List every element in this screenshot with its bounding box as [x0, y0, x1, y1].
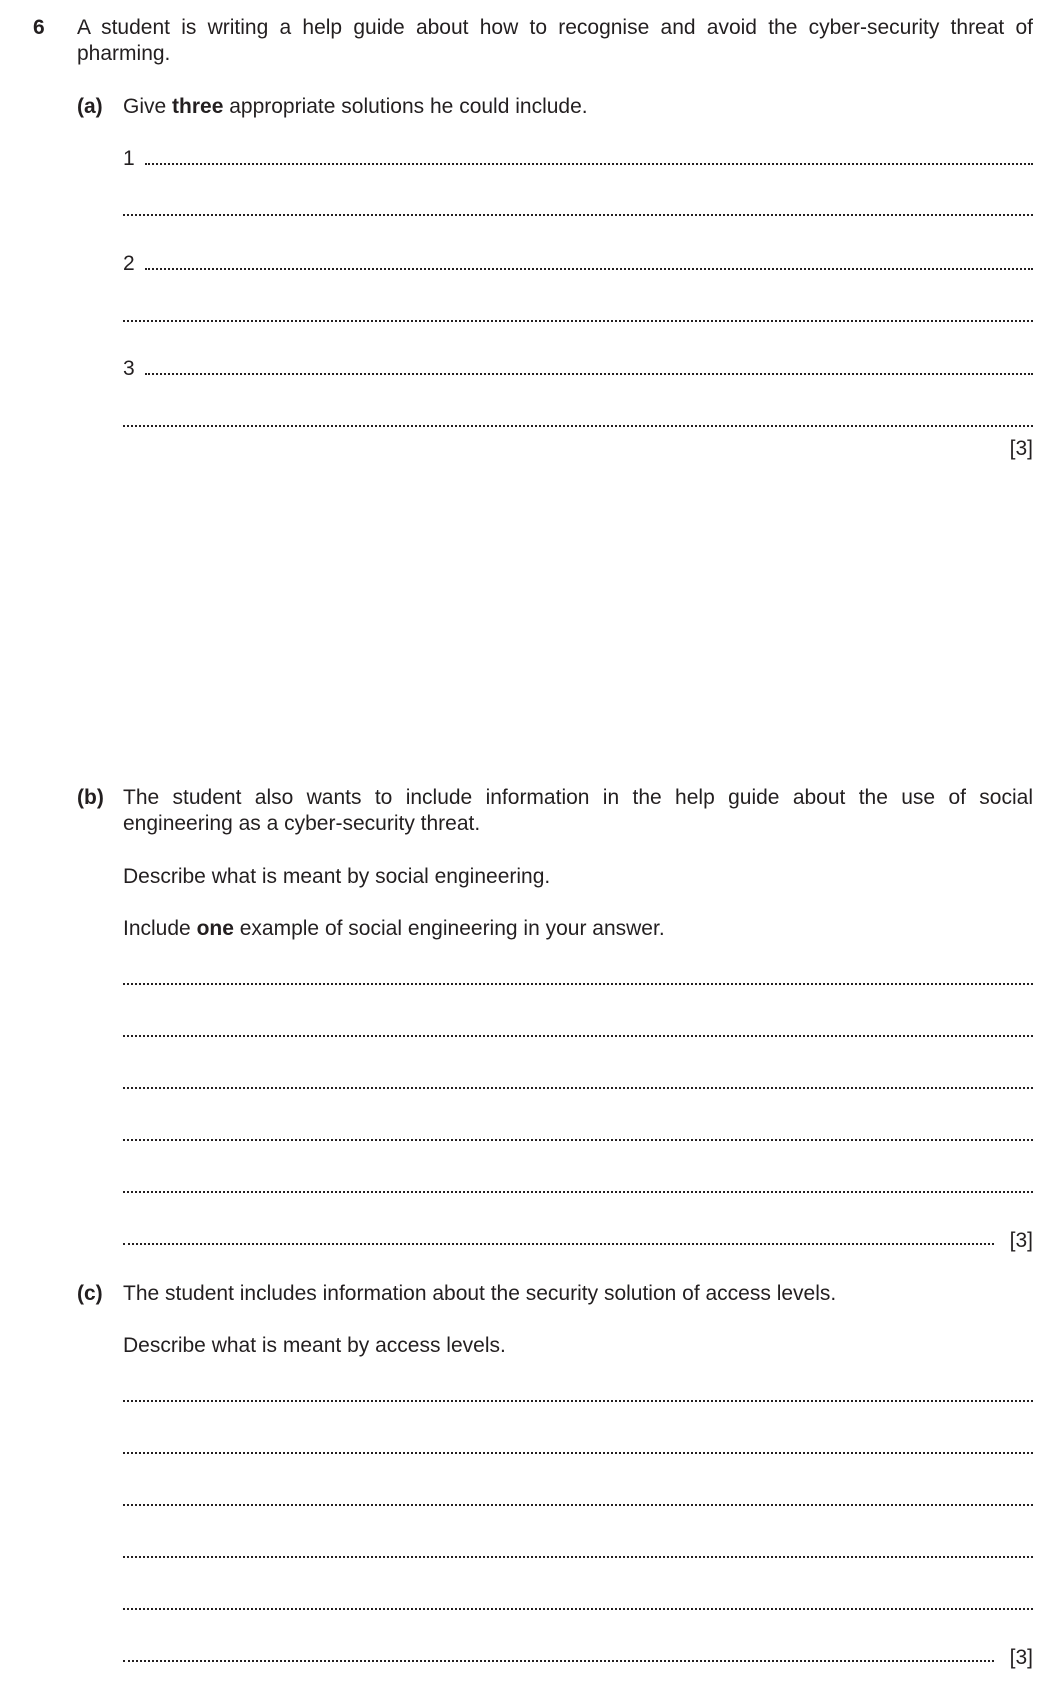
- part-a-prompt-end: appropriate solutions he could include.: [223, 95, 588, 118]
- part-b-include: [123, 916, 1033, 942]
- part-c-marks: [3]: [1009, 1646, 1033, 1669]
- answer-line-a3[interactable]: [145, 373, 1033, 375]
- part-c-label: (c): [77, 1282, 103, 1305]
- part-a-marks: [3]: [1009, 437, 1033, 460]
- answer-line-c2[interactable]: [123, 1452, 1033, 1454]
- answer-line-a2[interactable]: [145, 268, 1033, 270]
- part-a-label: (a): [77, 95, 103, 118]
- answer-line-c5[interactable]: [123, 1608, 1033, 1610]
- part-b-include-emphasis: one: [196, 917, 234, 940]
- part-c-text: The student includes information about the security solution of access levels.: [123, 1282, 837, 1305]
- answer-line-b5[interactable]: [123, 1191, 1033, 1193]
- answer-line-a1[interactable]: [145, 163, 1033, 165]
- part-b-text: The student also wants to include information in the help guide about the use of social engineering as a cyber-security threat.: [123, 786, 1033, 835]
- answer-line-a1-continued[interactable]: [123, 214, 1033, 216]
- part-b-include-start: Include: [123, 917, 197, 940]
- answer-line-b1[interactable]: [123, 983, 1033, 985]
- question-intro: A student is writing a help guide about how to recognise and avoid the cyber-security threat of pharming.: [77, 16, 1033, 65]
- answer-line-a2-continued[interactable]: [123, 320, 1033, 322]
- part-b-label: (b): [77, 786, 104, 809]
- part-a-prompt: [123, 94, 1033, 120]
- answer-line-b2[interactable]: [123, 1035, 1033, 1037]
- part-a-prompt-start: Give: [123, 95, 173, 118]
- question-number: 6: [33, 16, 45, 39]
- answer-line-b3[interactable]: [123, 1087, 1033, 1089]
- answer-line-c3[interactable]: [123, 1504, 1033, 1506]
- part-b-instruction: Describe what is meant by social engineering.: [123, 865, 551, 888]
- part-a-prompt-emphasis: three: [172, 95, 224, 118]
- answer-line-c4[interactable]: [123, 1556, 1033, 1558]
- part-b-include-end: example of social engineering in your answer.: [233, 917, 665, 940]
- answer-number-1: 1: [123, 147, 135, 170]
- answer-line-c1[interactable]: [123, 1400, 1033, 1402]
- answer-line-b6[interactable]: [123, 1243, 994, 1245]
- answer-number-3: 3: [123, 357, 135, 380]
- answer-line-a3-continued[interactable]: [123, 425, 1033, 427]
- answer-line-c6[interactable]: [123, 1660, 994, 1662]
- part-c-instruction: Describe what is meant by access levels.: [123, 1334, 506, 1357]
- part-b-marks: [3]: [1009, 1229, 1033, 1252]
- answer-number-2: 2: [123, 252, 135, 275]
- answer-line-b4[interactable]: [123, 1139, 1033, 1141]
